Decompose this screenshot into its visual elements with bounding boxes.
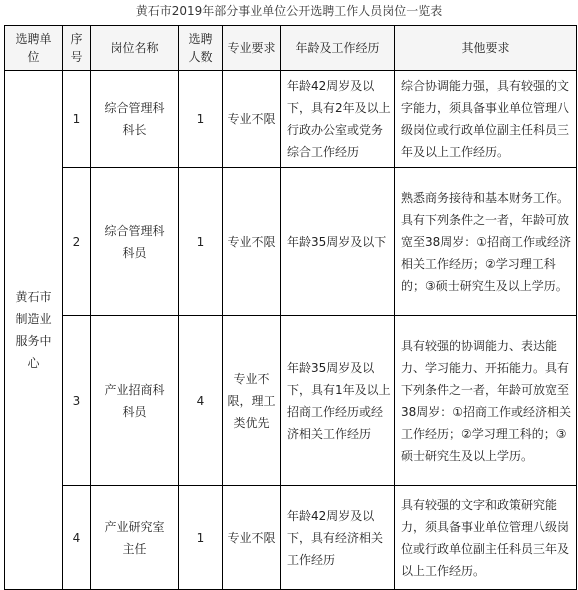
- header-experience: 年龄及工作经历: [281, 26, 395, 71]
- row-experience: 年龄42周岁及以下，具有经济相关工作经历: [281, 486, 395, 590]
- table-row: [5, 71, 577, 168]
- header-row: [5, 26, 577, 71]
- table-row: [5, 486, 577, 590]
- row-count: 1: [179, 486, 223, 590]
- row-position: 产业招商科科员: [91, 316, 179, 486]
- row-count: 1: [179, 71, 223, 168]
- positions-table: [4, 25, 577, 590]
- row-experience: 年龄35周岁及以下，具有1年及以上招商工作经历或经济相关工作经历: [281, 316, 395, 486]
- row-no: 3: [63, 316, 91, 486]
- row-other: 具有较强的协调能力、表达能力、学习能力、开拓能力。具有下列条件之一者，年龄可放宽至38周岁：①招商工作或经济相关工作经历；②学习理工科的；③硕士研究生及以上学历。: [395, 316, 577, 486]
- row-major: 专业不限: [223, 486, 281, 590]
- row-no: 2: [63, 168, 91, 316]
- row-count: 1: [179, 168, 223, 316]
- row-major: 专业不限: [223, 168, 281, 316]
- header-no: 序号: [63, 26, 91, 71]
- row-other: 综合协调能力强，具有较强的文字能力，须具备事业单位管理八级岗位或行政单位副主任科员三年及以上工作经历。: [395, 71, 577, 168]
- row-no: 1: [63, 71, 91, 168]
- row-position: 产业研究室主任: [91, 486, 179, 590]
- table-row: [5, 168, 577, 316]
- header-position: 岗位名称: [91, 26, 179, 71]
- row-major: 专业不限: [223, 71, 281, 168]
- row-major: 专业不限，理工类优先: [223, 316, 281, 486]
- row-other: 具有较强的文字和政策研究能力，须具备事业单位管理八级岗位或行政单位副主任科员三年及以上工作经历。: [395, 486, 577, 590]
- row-other: 熟悉商务接待和基本财务工作。具有下列条件之一者，年龄可放宽至38周岁：①招商工作或经济相关工作经历；②学习理工科的；③硕士研究生及以上学历。: [395, 168, 577, 316]
- row-experience: 年龄35周岁及以下: [281, 168, 395, 316]
- header-count: 选聘人数: [179, 26, 223, 71]
- row-experience: 年龄42周岁及以下，具有2年及以上行政办公室或党务综合工作经历: [281, 71, 395, 168]
- table-row: [5, 316, 577, 486]
- row-position: 综合管理科科长: [91, 71, 179, 168]
- row-count: 4: [179, 316, 223, 486]
- row-no: 4: [63, 486, 91, 590]
- header-unit: 选聘单位: [5, 26, 63, 71]
- unit-cell: 黄石市制造业服务中心: [5, 71, 63, 590]
- header-other: 其他要求: [395, 26, 577, 71]
- row-position: 综合管理科科员: [91, 168, 179, 316]
- header-major: 专业要求: [223, 26, 281, 71]
- table-title: 黄石市2019年部分事业单位公开选聘工作人员岗位一览表: [135, 4, 443, 18]
